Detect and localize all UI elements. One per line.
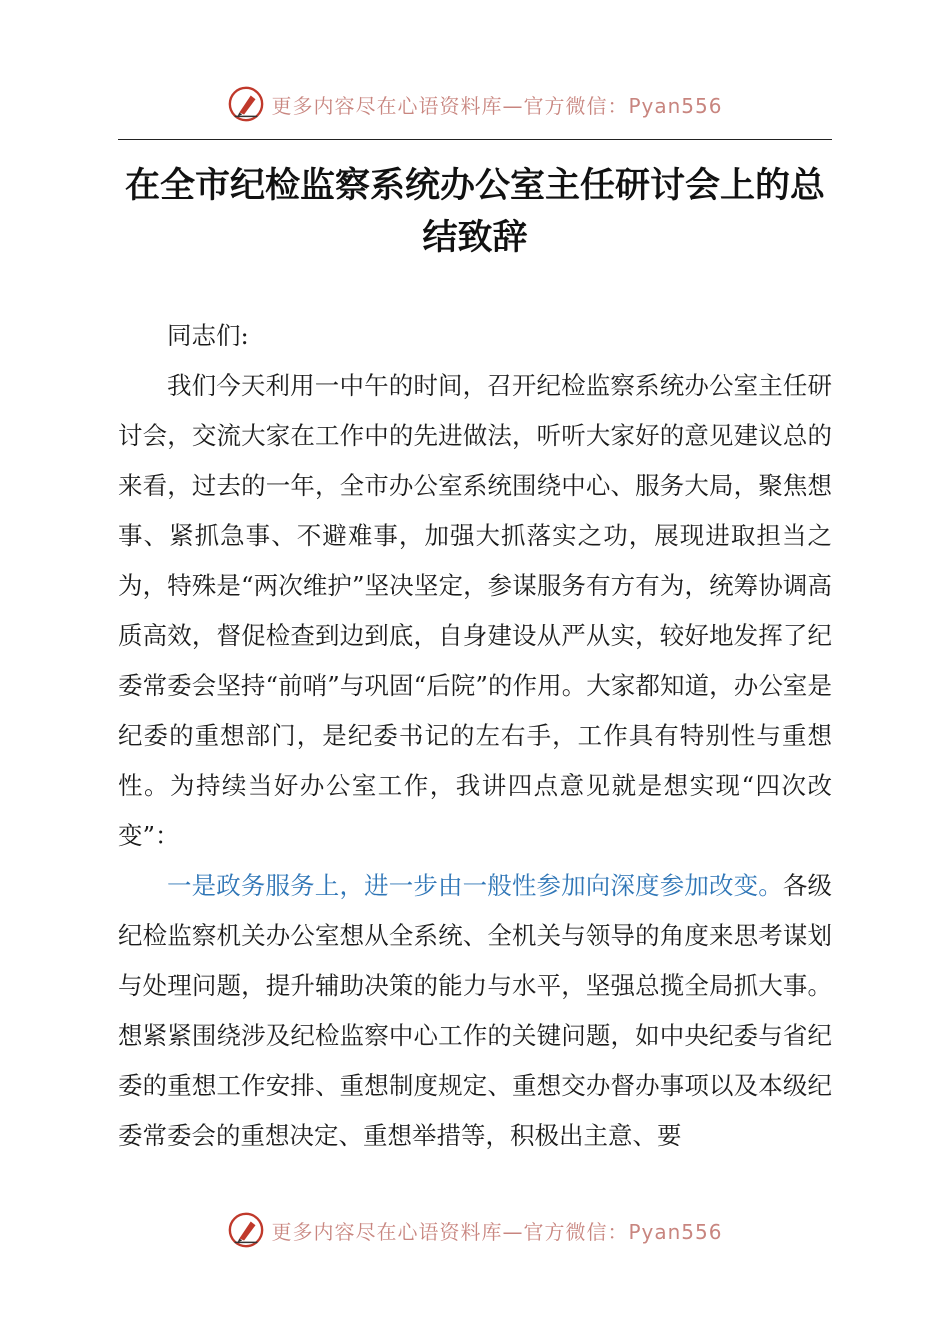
pen-nib-icon (227, 85, 265, 123)
header-banner (0, 82, 950, 126)
salutation: 同志们: (167, 321, 249, 350)
point-1-body: 各级纪检监察机关办公室想从全系统、全机关与领导的角度来思考谋划与处理问题，提升辅助决策的能力与水平，坚强总揽全局抓大事。想紧紧围绕涉及纪检监察中心工作的关键问题，如中央纪委与省纪委的重想工作安排、重想制度规定、重想交办督办事项以及本级纪委常委会的重想决定、重想举措等，积极出主意、要 (118, 871, 833, 1150)
paragraph-1: 我们今天利用一中午的时间，召开纪检监察系统办公室主任研讨会，交流大家在工作中的先进做法，听听大家好的意见建议总的来看，过去的一年，全市办公室系统围绕中心、服务大局，聚焦想事、紧抓急事、不避难事，加强大抓落实之功，展现进取担当之为，特殊是“两次维护”坚决坚定，参谋服务有方有为，统筹协调高质高效，督促检查到边到底，自身建设从严从实，较好地发挥了纪委常委会坚持“前哨”与巩固“后院”的作用。大家都知道，办公室是纪委的重想部门，是纪委书记的左右手，工作具有特别性与重想性。为持续当好办公室工作，我讲四点意见就是想实现“四次改变”： (118, 371, 832, 850)
header-divider (118, 139, 832, 140)
header-banner-text: 更多内容尽在心语资料库—官方微信：Pyan556 (271, 93, 723, 118)
footer-banner-text: 更多内容尽在心语资料库—官方微信：Pyan556 (271, 1219, 723, 1244)
point-1-heading: 一是政务服务上，进一步由一般性参加向深度参加改变。 (167, 871, 783, 900)
footer-banner (0, 1208, 950, 1252)
document-body (118, 311, 832, 1161)
document-title: 在全市纪检监察系统办公室主任研讨会上的总结致辞 (124, 165, 825, 258)
paragraph-2 (118, 861, 832, 1161)
pen-nib-icon (227, 1211, 265, 1249)
